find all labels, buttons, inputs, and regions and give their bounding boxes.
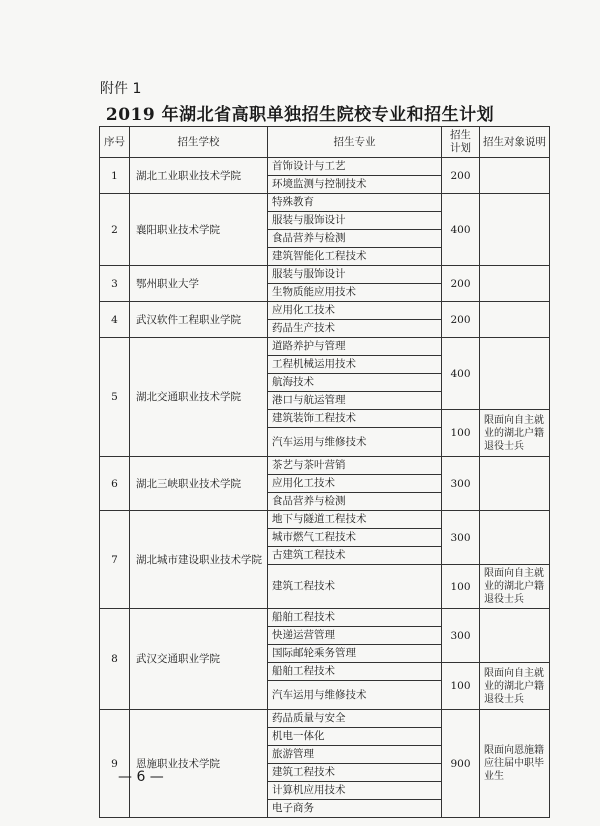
plan-note [480,302,550,338]
header-major: 招生专业 [268,127,442,158]
table-row [100,158,550,176]
plan-note [480,194,550,266]
school-no: 5 [100,338,130,457]
major-name: 特殊教育 [268,194,442,212]
school-no: 7 [100,511,130,609]
school-name: 湖北三峡职业技术学院 [130,457,268,511]
school-name: 武汉交通职业学院 [130,609,268,710]
plan-note [480,338,550,410]
major-name: 船舶工程技术 [268,663,442,681]
plan-note: 限面向恩施籍应往届中职毕业生 [480,710,550,818]
plan-note [480,609,550,663]
major-name: 食品营养与检测 [268,230,442,248]
plan-note: 限面向自主就业的湖北户籍退役士兵 [480,565,550,609]
school-no: 2 [100,194,130,266]
school-no: 9 [100,710,130,818]
plan-count: 300 [442,457,480,511]
major-name: 茶艺与茶叶营销 [268,457,442,475]
header-no: 序号 [100,127,130,158]
plan-count: 200 [442,302,480,338]
plan-count: 200 [442,158,480,194]
attachment-label: 附件 1 [100,81,142,97]
major-name: 食品营养与检测 [268,493,442,511]
table-row [100,457,550,475]
school-no: 3 [100,266,130,302]
major-name: 工程机械运用技术 [268,356,442,374]
major-name: 道路养护与管理 [268,338,442,356]
major-name: 古建筑工程技术 [268,547,442,565]
school-no: 4 [100,302,130,338]
major-name: 建筑工程技术 [268,565,442,609]
major-name: 汽车运用与维修技术 [268,681,442,710]
school-no: 6 [100,457,130,511]
plan-count: 400 [442,338,480,410]
plan-count: 100 [442,410,480,457]
table-row [100,511,550,529]
plan-count: 900 [442,710,480,818]
table-row [100,338,550,356]
major-name: 计算机应用技术 [268,782,442,800]
major-name: 生物质能应用技术 [268,284,442,302]
major-name: 船舶工程技术 [268,609,442,627]
school-name: 湖北工业职业技术学院 [130,158,268,194]
table-row [100,609,550,627]
plan-note [480,158,550,194]
major-name: 建筑装饰工程技术 [268,410,442,428]
plan-note: 限面向自主就业的湖北户籍退役士兵 [480,410,550,457]
document-title: 2019 年湖北省高职单独招生院校专业和招生计划 [105,105,495,125]
major-name: 首饰设计与工艺 [268,158,442,176]
major-name: 电子商务 [268,800,442,818]
plan-note [480,511,550,565]
school-name: 武汉软件工程职业学院 [130,302,268,338]
school-name: 湖北城市建设职业技术学院 [130,511,268,609]
school-no: 1 [100,158,130,194]
school-name: 鄂州职业大学 [130,266,268,302]
major-name: 机电一体化 [268,728,442,746]
plan-count: 300 [442,511,480,565]
major-name: 国际邮轮乘务管理 [268,645,442,663]
plan-note [480,457,550,511]
major-name: 应用化工技术 [268,475,442,493]
table-row [100,266,550,284]
school-name: 恩施职业技术学院 [130,710,268,818]
plan-note [480,266,550,302]
school-no: 8 [100,609,130,710]
major-name: 快递运营管理 [268,627,442,645]
major-name: 旅游管理 [268,746,442,764]
major-name: 地下与隧道工程技术 [268,511,442,529]
plan-count: 200 [442,266,480,302]
table-row [100,302,550,320]
major-name: 城市燃气工程技术 [268,529,442,547]
major-name: 汽车运用与维修技术 [268,428,442,457]
school-name: 襄阳职业技术学院 [130,194,268,266]
major-name: 药品质量与安全 [268,710,442,728]
plan-note: 限面向自主就业的湖北户籍退役士兵 [480,663,550,710]
header-note: 招生对象说明 [480,127,550,158]
table-row [100,194,550,212]
plan-count: 100 [442,663,480,710]
table-header-row [100,127,550,158]
major-name: 港口与航运管理 [268,392,442,410]
major-name: 药品生产技术 [268,320,442,338]
major-name: 建筑智能化工程技术 [268,248,442,266]
plan-count: 100 [442,565,480,609]
header-school: 招生学校 [130,127,268,158]
page-number: — 6 — [118,769,164,785]
major-name: 服装与服饰设计 [268,212,442,230]
enrollment-plan-table [99,126,550,818]
major-name: 环境监测与控制技术 [268,176,442,194]
major-name: 应用化工技术 [268,302,442,320]
header-plan: 招生计划 [442,127,480,158]
school-name: 湖北交通职业技术学院 [130,338,268,457]
major-name: 建筑工程技术 [268,764,442,782]
plan-count: 300 [442,609,480,663]
table-row [100,710,550,728]
major-name: 服装与服饰设计 [268,266,442,284]
major-name: 航海技术 [268,374,442,392]
plan-count: 400 [442,194,480,266]
